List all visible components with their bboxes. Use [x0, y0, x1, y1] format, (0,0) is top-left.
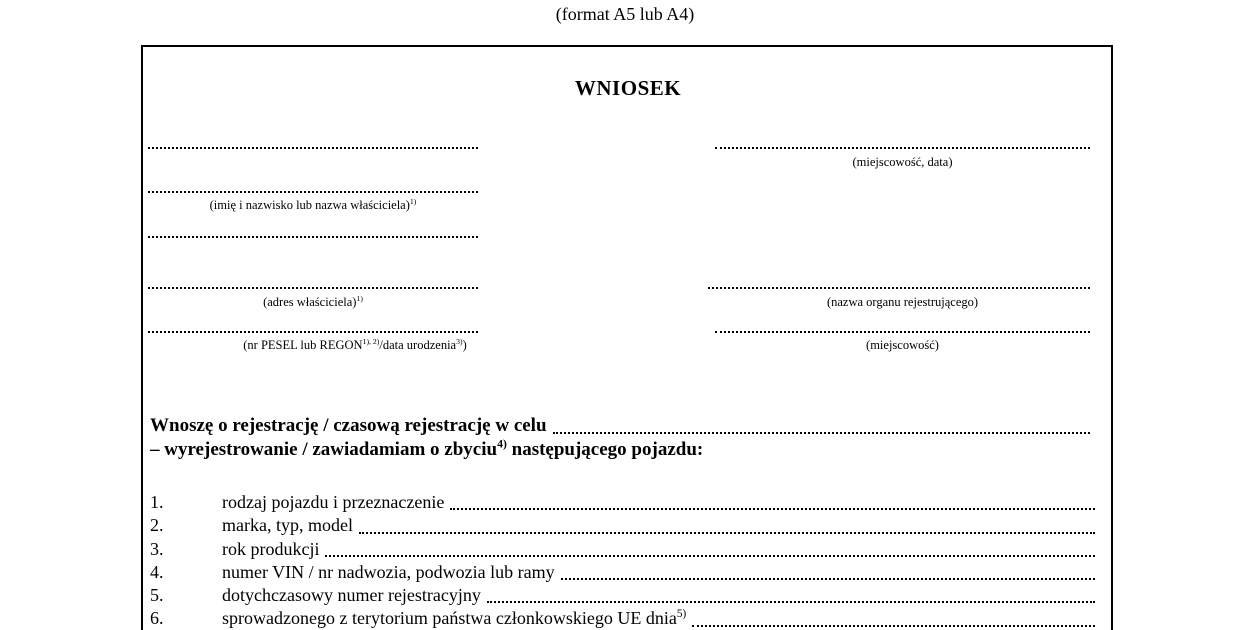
item-text: marka, typ, model	[222, 515, 353, 536]
footnote-ref-1b: 1)	[356, 293, 363, 303]
footnote-ref-3: 3)	[456, 336, 463, 346]
label-owner-name-text: (imię i nazwisko lub nazwa właściciela)	[209, 198, 410, 212]
item-number: 6.	[150, 608, 164, 629]
list-item	[150, 514, 1095, 537]
item-label	[222, 607, 686, 630]
item-number: 2.	[150, 515, 164, 536]
item-text: sprowadzonego z terytorium państwa członkowskiego UE dnia	[222, 608, 677, 629]
label-pesel-t3: )	[462, 338, 467, 352]
item-label	[222, 491, 444, 514]
field-line-authority-place	[715, 331, 1090, 333]
vehicle-list	[150, 491, 1095, 630]
field-line-owner-2	[148, 191, 478, 193]
request-line-2-end: następującego pojazdu:	[506, 439, 704, 460]
item-number: 5.	[150, 585, 164, 606]
item-label	[222, 514, 353, 537]
dotted-leader	[487, 601, 1095, 603]
dotted-leader	[553, 432, 1090, 434]
item-text: numer VIN / nr nadwozia, podwozia lub ramy	[222, 561, 555, 582]
footnote-ref-4: 4)	[497, 437, 507, 451]
label-authority-place: (miejscowość)	[866, 338, 939, 352]
list-item	[150, 561, 1095, 584]
request-line-1	[150, 414, 1090, 438]
form-title: WNIOSEK	[574, 76, 682, 100]
field-line-address	[148, 287, 478, 289]
list-item	[150, 584, 1095, 607]
dotted-leader	[692, 625, 1095, 627]
request-line-1-text: Wnoszę o rejestrację / czasową rejestrację w celu	[150, 415, 547, 436]
list-item	[150, 607, 1095, 630]
field-line-place-date	[715, 147, 1090, 149]
label-pesel-t1: (nr PESEL lub REGON	[243, 338, 363, 352]
item-text: rok produkcji	[222, 538, 320, 559]
label-owner-address-text: (adres właściciela)	[263, 295, 357, 309]
request-paragraph	[150, 414, 1090, 462]
label-authority: (nazwa organu rejestrującego)	[826, 295, 979, 309]
field-line-owner-1	[148, 147, 478, 149]
label-owner-name	[148, 198, 478, 213]
request-line-2	[150, 438, 1090, 462]
item-label	[222, 538, 319, 561]
field-line-pesel	[148, 331, 478, 333]
format-note: (format A5 lub A4)	[555, 4, 695, 24]
item-text: rodzaj pojazdu i przeznaczenie	[222, 492, 445, 512]
item-label	[222, 584, 481, 607]
dotted-leader	[561, 578, 1095, 580]
label-place-date: (miejscowość, data)	[852, 155, 953, 169]
field-line-owner-3	[148, 236, 478, 238]
item-label	[222, 561, 555, 584]
item-text: dotychczasowy numer rejestracyjny	[222, 585, 481, 606]
footnote-ref-1: 1)	[409, 196, 417, 206]
label-owner-address	[148, 295, 478, 310]
dotted-leader	[325, 555, 1095, 557]
item-number: 4.	[150, 561, 164, 582]
request-line-2-start: – wyrejestrowanie / zawiadamiam o zbyciu	[150, 439, 498, 460]
label-pesel	[165, 338, 545, 353]
label-pesel-t2: /data urodzenia	[379, 338, 457, 352]
item-number: 1.	[150, 492, 164, 512]
field-line-authority	[708, 287, 1090, 289]
item-number: 3.	[150, 538, 164, 559]
dotted-leader	[450, 508, 1095, 510]
dotted-leader	[359, 532, 1095, 534]
item-sup: 5)	[676, 608, 687, 621]
list-item	[150, 538, 1095, 561]
list-item	[150, 491, 1095, 514]
footnote-ref-12: 1), 2)	[362, 336, 380, 346]
